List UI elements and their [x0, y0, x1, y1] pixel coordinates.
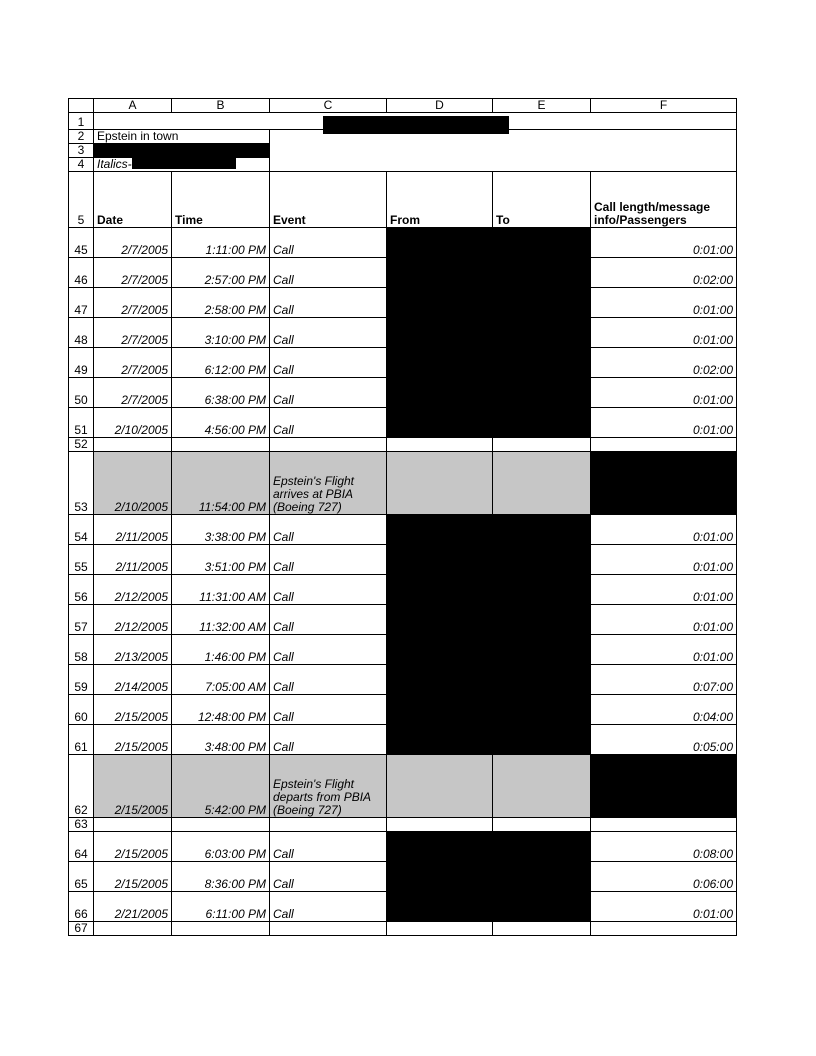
row-number: 57	[69, 605, 94, 635]
table-row	[69, 665, 737, 695]
row-number: 55	[69, 545, 94, 575]
call-length-cell: 0:01:00	[591, 228, 737, 258]
row-number: 56	[69, 575, 94, 605]
column-header-e: E	[493, 99, 591, 113]
event-cell: Call	[270, 515, 387, 545]
call-length-cell: 0:06:00	[591, 862, 737, 892]
event-cell	[270, 818, 387, 832]
to-cell-redacted	[493, 892, 591, 922]
from-cell-redacted	[387, 318, 493, 348]
row-number: 47	[69, 288, 94, 318]
date-cell: 2/7/2005	[94, 318, 172, 348]
table-row	[69, 515, 737, 545]
row-number: 59	[69, 665, 94, 695]
row-number: 53	[69, 452, 94, 515]
table-row	[69, 575, 737, 605]
column-header-row	[69, 99, 737, 113]
event-cell: Call	[270, 695, 387, 725]
column-header-a: A	[94, 99, 172, 113]
call-length-cell: 0:07:00	[591, 665, 737, 695]
header-to: To	[493, 172, 591, 228]
call-length-cell: 0:02:00	[591, 258, 737, 288]
to-cell-redacted	[493, 665, 591, 695]
date-cell: 2/15/2005	[94, 695, 172, 725]
header-from: From	[387, 172, 493, 228]
to-cell-redacted	[493, 288, 591, 318]
row-number: 63	[69, 818, 94, 832]
to-cell-redacted	[493, 725, 591, 755]
table-row	[69, 288, 737, 318]
table-row	[69, 258, 737, 288]
column-header-b: B	[172, 99, 270, 113]
time-cell: 11:54:00 PM	[172, 452, 270, 515]
date-cell: 2/21/2005	[94, 892, 172, 922]
table-row	[69, 922, 737, 936]
call-length-cell: 0:01:00	[591, 892, 737, 922]
table-row	[69, 755, 737, 818]
time-cell: 3:48:00 PM	[172, 725, 270, 755]
row-number: 5	[69, 172, 94, 228]
table-row	[69, 605, 737, 635]
to-cell-blank	[493, 755, 591, 818]
to-cell-redacted	[493, 318, 591, 348]
call-length-cell: 0:05:00	[591, 725, 737, 755]
event-cell: Call	[270, 665, 387, 695]
table-row	[69, 862, 737, 892]
from-cell-redacted	[387, 545, 493, 575]
date-cell: 2/15/2005	[94, 862, 172, 892]
from-cell-redacted	[387, 892, 493, 922]
call-length-cell	[591, 818, 737, 832]
time-cell	[172, 922, 270, 936]
to-cell-redacted	[493, 635, 591, 665]
time-cell: 8:36:00 PM	[172, 862, 270, 892]
to-cell-redacted	[493, 862, 591, 892]
call-length-cell: 0:01:00	[591, 515, 737, 545]
event-cell: Call	[270, 318, 387, 348]
header-time: Time	[172, 172, 270, 228]
header-date: Date	[94, 172, 172, 228]
row-number: 61	[69, 725, 94, 755]
to-cell-blank	[493, 452, 591, 515]
row-number: 45	[69, 228, 94, 258]
time-cell: 6:38:00 PM	[172, 378, 270, 408]
from-cell-redacted	[387, 665, 493, 695]
to-cell-redacted	[493, 575, 591, 605]
from-cell-redacted	[387, 832, 493, 862]
data-rows	[69, 228, 737, 936]
row-number: 48	[69, 318, 94, 348]
call-length-cell: 0:04:00	[591, 695, 737, 725]
table-row	[69, 378, 737, 408]
event-cell: Call	[270, 348, 387, 378]
column-header-d: D	[387, 99, 493, 113]
row-number: 3	[69, 144, 94, 158]
from-cell-redacted	[387, 605, 493, 635]
legend-epstein-in-town: Epstein in town	[94, 130, 270, 144]
from-cell-blank	[387, 452, 493, 515]
from-cell-redacted	[387, 408, 493, 438]
to-cell-redacted	[493, 545, 591, 575]
event-cell: Call	[270, 228, 387, 258]
to-cell-blank	[493, 438, 591, 452]
row-number: 66	[69, 892, 94, 922]
row-number: 58	[69, 635, 94, 665]
table-row	[69, 408, 737, 438]
date-cell: 2/11/2005	[94, 545, 172, 575]
call-length-cell: 0:01:00	[591, 545, 737, 575]
call-length-cell	[591, 922, 737, 936]
to-cell-redacted	[493, 378, 591, 408]
date-cell: 2/13/2005	[94, 635, 172, 665]
from-cell-redacted	[387, 288, 493, 318]
time-cell: 4:56:00 PM	[172, 408, 270, 438]
call-length-cell: 0:01:00	[591, 605, 737, 635]
from-cell-redacted	[387, 695, 493, 725]
from-cell-redacted	[387, 862, 493, 892]
time-cell: 5:42:00 PM	[172, 755, 270, 818]
row-number: 65	[69, 862, 94, 892]
table-row	[69, 635, 737, 665]
call-length-cell: 0:01:00	[591, 635, 737, 665]
corner-cell	[69, 99, 94, 113]
to-cell-redacted	[493, 408, 591, 438]
legend-italics	[94, 158, 270, 172]
time-cell: 7:05:00 AM	[172, 665, 270, 695]
time-cell: 3:10:00 PM	[172, 318, 270, 348]
title-redaction	[323, 116, 509, 134]
to-cell-blank	[493, 818, 591, 832]
legend-redacted	[94, 144, 270, 158]
passengers-cell-redacted	[591, 755, 737, 818]
table-row	[69, 818, 737, 832]
date-cell: 2/10/2005	[94, 452, 172, 515]
date-cell	[94, 438, 172, 452]
date-cell: 2/7/2005	[94, 348, 172, 378]
date-cell: 2/10/2005	[94, 408, 172, 438]
from-cell-blank	[387, 438, 493, 452]
call-length-cell: 0:01:00	[591, 575, 737, 605]
from-cell-redacted	[387, 228, 493, 258]
time-cell: 6:11:00 PM	[172, 892, 270, 922]
row-number: 1	[69, 113, 94, 130]
spreadsheet	[68, 98, 737, 936]
event-cell: Call	[270, 545, 387, 575]
row-number: 64	[69, 832, 94, 862]
time-cell: 3:51:00 PM	[172, 545, 270, 575]
date-cell: 2/14/2005	[94, 665, 172, 695]
row-number: 67	[69, 922, 94, 936]
time-cell: 6:12:00 PM	[172, 348, 270, 378]
date-cell: 2/7/2005	[94, 258, 172, 288]
date-cell: 2/7/2005	[94, 288, 172, 318]
event-cell	[270, 922, 387, 936]
to-cell-blank	[493, 922, 591, 936]
table-row	[69, 832, 737, 862]
time-cell	[172, 818, 270, 832]
table-row	[69, 695, 737, 725]
call-length-cell: 0:02:00	[591, 348, 737, 378]
row-number: 49	[69, 348, 94, 378]
to-cell-redacted	[493, 348, 591, 378]
event-cell: Call	[270, 378, 387, 408]
date-cell: 2/11/2005	[94, 515, 172, 545]
event-cell: Epstein's Flight departs from PBIA (Boeing 727)	[270, 755, 387, 818]
event-cell: Call	[270, 575, 387, 605]
date-cell: 2/7/2005	[94, 378, 172, 408]
date-cell: 2/15/2005	[94, 832, 172, 862]
date-cell: 2/12/2005	[94, 575, 172, 605]
row-number: 62	[69, 755, 94, 818]
passengers-cell-redacted	[591, 452, 737, 515]
event-cell: Call	[270, 258, 387, 288]
event-cell: Call	[270, 635, 387, 665]
column-header-c: C	[270, 99, 387, 113]
event-cell: Call	[270, 725, 387, 755]
time-cell: 2:57:00 PM	[172, 258, 270, 288]
legend-italics-label: Italics-	[97, 157, 132, 171]
time-cell	[172, 438, 270, 452]
table-row	[69, 545, 737, 575]
from-cell-redacted	[387, 348, 493, 378]
time-cell: 1:46:00 PM	[172, 635, 270, 665]
header-row	[69, 172, 737, 228]
table-row	[69, 318, 737, 348]
date-cell: 2/12/2005	[94, 605, 172, 635]
from-cell-redacted	[387, 725, 493, 755]
time-cell: 6:03:00 PM	[172, 832, 270, 862]
to-cell-redacted	[493, 228, 591, 258]
legend-italics-redaction	[132, 158, 236, 169]
column-header-f: F	[591, 99, 737, 113]
from-cell-blank	[387, 818, 493, 832]
to-cell-redacted	[493, 605, 591, 635]
to-cell-redacted	[493, 695, 591, 725]
event-cell: Call	[270, 862, 387, 892]
header-call-info: Call length/message info/Passengers	[591, 172, 737, 228]
from-cell-blank	[387, 755, 493, 818]
event-cell	[270, 438, 387, 452]
row-number: 60	[69, 695, 94, 725]
row-number: 46	[69, 258, 94, 288]
time-cell: 11:32:00 AM	[172, 605, 270, 635]
call-length-cell	[591, 438, 737, 452]
from-cell-redacted	[387, 575, 493, 605]
call-length-cell: 0:01:00	[591, 318, 737, 348]
row-number: 50	[69, 378, 94, 408]
date-cell: 2/15/2005	[94, 755, 172, 818]
time-cell: 3:38:00 PM	[172, 515, 270, 545]
call-length-cell: 0:01:00	[591, 378, 737, 408]
table-row	[69, 725, 737, 755]
table-row	[69, 348, 737, 378]
from-cell-redacted	[387, 258, 493, 288]
time-cell: 11:31:00 AM	[172, 575, 270, 605]
event-cell: Epstein's Flight arrives at PBIA (Boeing 727)	[270, 452, 387, 515]
row-number: 4	[69, 158, 94, 172]
date-cell	[94, 922, 172, 936]
event-cell: Call	[270, 605, 387, 635]
event-cell: Call	[270, 288, 387, 318]
to-cell-redacted	[493, 258, 591, 288]
from-cell-blank	[387, 922, 493, 936]
event-cell: Call	[270, 832, 387, 862]
time-cell: 1:11:00 PM	[172, 228, 270, 258]
time-cell: 2:58:00 PM	[172, 288, 270, 318]
from-cell-redacted	[387, 515, 493, 545]
table-row	[69, 438, 737, 452]
legend-blank	[270, 130, 737, 172]
row-number: 54	[69, 515, 94, 545]
from-cell-redacted	[387, 378, 493, 408]
table-row	[69, 228, 737, 258]
to-cell-redacted	[493, 515, 591, 545]
date-cell: 2/15/2005	[94, 725, 172, 755]
row-number: 51	[69, 408, 94, 438]
event-cell: Call	[270, 408, 387, 438]
table-row	[69, 892, 737, 922]
date-cell	[94, 818, 172, 832]
call-length-cell: 0:01:00	[591, 408, 737, 438]
call-length-cell: 0:08:00	[591, 832, 737, 862]
call-length-cell: 0:01:00	[591, 288, 737, 318]
header-event: Event	[270, 172, 387, 228]
event-cell: Call	[270, 892, 387, 922]
to-cell-redacted	[493, 832, 591, 862]
time-cell: 12:48:00 PM	[172, 695, 270, 725]
row-number: 52	[69, 438, 94, 452]
table-row	[69, 452, 737, 515]
row-number: 2	[69, 130, 94, 144]
date-cell: 2/7/2005	[94, 228, 172, 258]
from-cell-redacted	[387, 635, 493, 665]
